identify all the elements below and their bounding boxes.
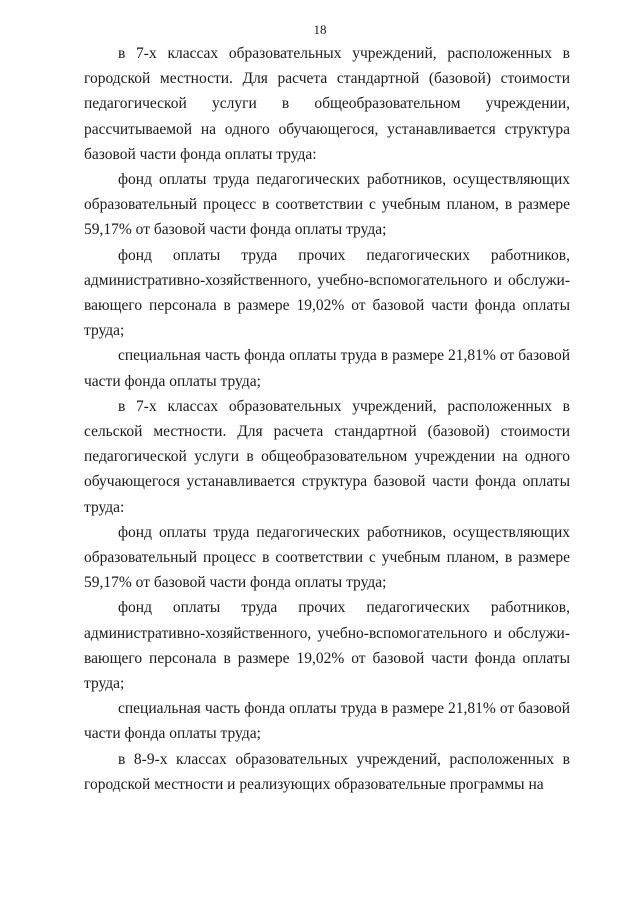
document-body	[84, 41, 570, 797]
paragraph-rural-7th-grade-intro: в 7-х классах образовательных учреждений, расположенных в сельской местности. Для расчета стандартной (базовой) стоимости педагогической услуги в общеобразовательном учреждении на одного обучающегося устанавливается структура базовой части фонда оплаты труда:	[84, 397, 570, 516]
paragraph-urban-7th-grade-intro: в 7-х классах образовательных учреждений, расположенных в городской местности. Для расчета стандартной (базовой) стоимости педагогической услуги в общеобразовательном учреждении, рассчитываемой на одного обучающегося, устанавливается структура базовой части фонда оплаты труда:	[84, 45, 570, 163]
paragraph-other-staff-fund: фонд оплаты труда прочих педагогических работников, административно-хозяйственного, учебно-вспомогательного и обслуживающего персонала в размере 19,02% от базовой части фонда оплаты труда;	[84, 599, 570, 693]
paragraph-other-staff-fund: фонд оплаты труда прочих педагогических работников, административно-хозяйственного, учебно-вспомогательного и обслуживающего персонала в размере 19,02% от базовой части фонда оплаты труда;	[84, 246, 570, 340]
paragraph-teaching-staff-fund: фонд оплаты труда педагогических работников, осуществляющих образовательный процесс в соответствии с учебным планом, в размере 59,17% от базовой части фонда оплаты труда;	[84, 171, 570, 239]
paragraph-teaching-staff-fund: фонд оплаты труда педагогических работников, осуществляющих образовательный процесс в соответствии с учебным планом, в размере 59,17% от базовой части фонда оплаты труда;	[84, 523, 570, 592]
paragraph-special-part-fund: специальная часть фонда оплаты труда в размере 21,81% от базовой части фонда оплаты труда;	[84, 347, 570, 390]
page-number: 18	[313, 22, 327, 37]
paragraph-special-part-fund: специальная часть фонда оплаты труда в размере 21,81% от базовой части фонда оплаты труда;	[84, 700, 570, 743]
paragraph-urban-8-9th-grade-intro: в 8-9-х классах образовательных учреждений, расположенных в городской местности и реализующих образовательные программы на	[84, 750, 570, 793]
